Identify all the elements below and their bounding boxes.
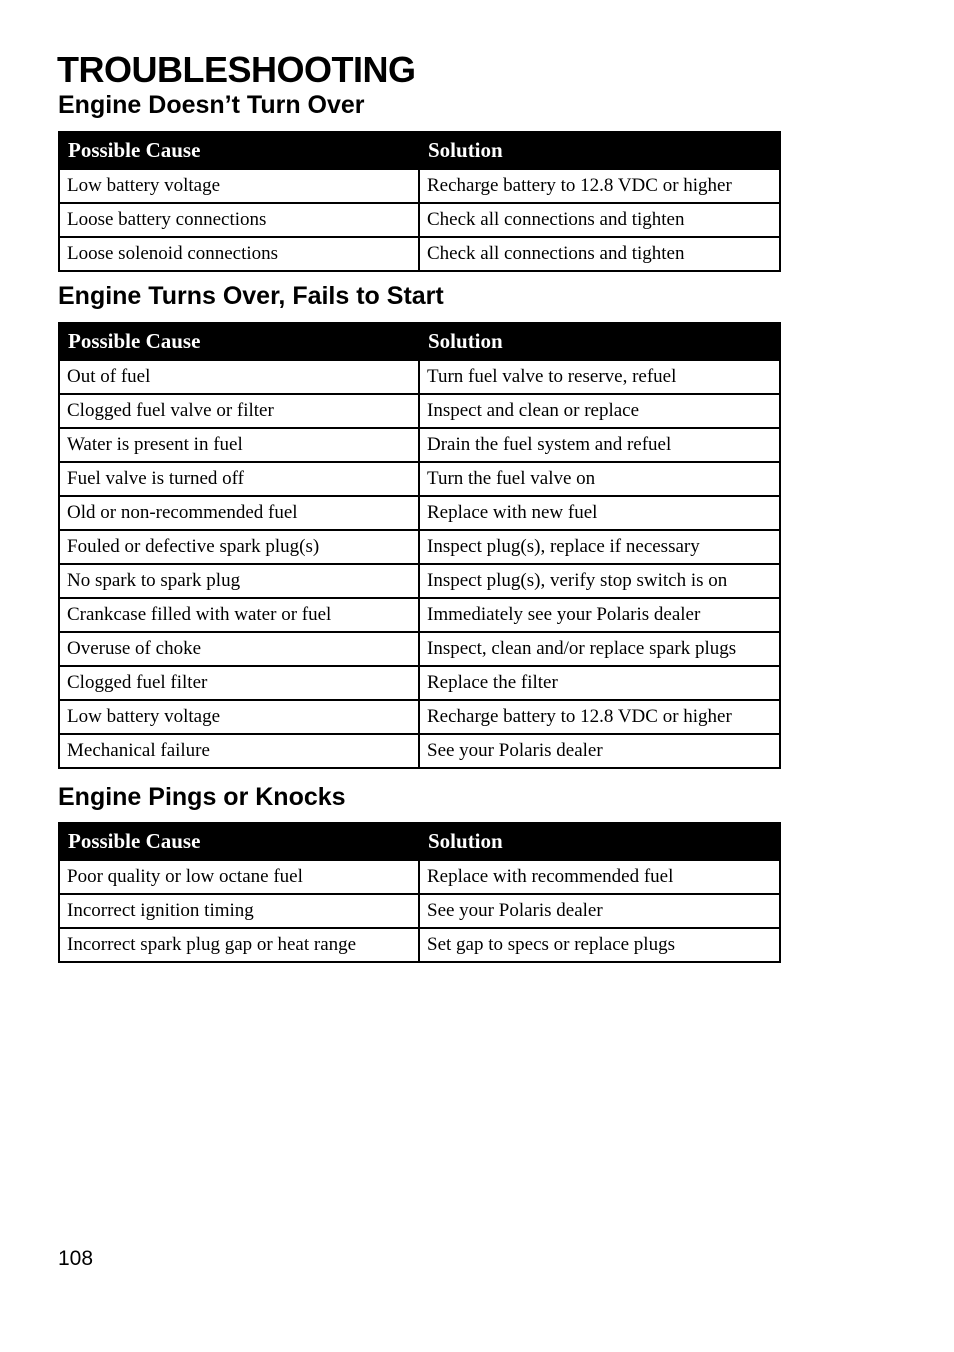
table-row — [59, 530, 780, 564]
table-header-row — [59, 323, 780, 360]
cause-cell: Clogged fuel valve or filter — [59, 394, 419, 428]
section-heading-engine-pings-or-knocks: Engine Pings or Knocks — [58, 783, 346, 811]
cause-cell: Incorrect spark plug gap or heat range — [59, 928, 419, 962]
table-row — [59, 632, 780, 666]
solution-cell: See your Polaris dealer — [419, 734, 780, 768]
table-row — [59, 237, 780, 271]
table-row — [59, 169, 780, 203]
cause-cell: Poor quality or low octane fuel — [59, 860, 419, 894]
table-row — [59, 203, 780, 237]
page-number: 108 — [58, 1247, 94, 1270]
table-row — [59, 564, 780, 598]
cause-cell: Old or non-recommended fuel — [59, 496, 419, 530]
table-row — [59, 360, 780, 394]
table-header-row — [59, 823, 780, 860]
cause-cell: Out of fuel — [59, 360, 419, 394]
table-row — [59, 462, 780, 496]
solution-cell: Immediately see your Polaris dealer — [419, 598, 780, 632]
solution-cell: Check all connections and tighten — [419, 237, 780, 271]
solution-cell: Inspect plug(s), verify stop switch is on — [419, 564, 780, 598]
section-heading-engine-doesnt-turn-over: Engine Doesn’t Turn Over — [58, 91, 365, 119]
solution-cell: Recharge battery to 12.8 VDC or higher — [419, 700, 780, 734]
column-header-solution: Solution — [419, 132, 780, 169]
cause-cell: Loose battery connections — [59, 203, 419, 237]
solution-cell: Inspect and clean or replace — [419, 394, 780, 428]
column-header-possible-cause: Possible Cause — [59, 323, 419, 360]
cause-cell: Water is present in fuel — [59, 428, 419, 462]
solution-cell: Inspect, clean and/or replace spark plugs — [419, 632, 780, 666]
column-header-solution: Solution — [419, 823, 780, 860]
cause-cell: Low battery voltage — [59, 700, 419, 734]
solution-cell: Replace with recommended fuel — [419, 860, 780, 894]
table-row — [59, 928, 780, 962]
table-row — [59, 496, 780, 530]
section-heading-engine-turns-over-fails-to-start: Engine Turns Over, Fails to Start — [58, 282, 444, 310]
solution-cell: Recharge battery to 12.8 VDC or higher — [419, 169, 780, 203]
table-row — [59, 428, 780, 462]
cause-cell: Loose solenoid connections — [59, 237, 419, 271]
cause-cell: Fouled or defective spark plug(s) — [59, 530, 419, 564]
table-row — [59, 598, 780, 632]
cause-cell: Fuel valve is turned off — [59, 462, 419, 496]
solution-cell: Replace with new fuel — [419, 496, 780, 530]
table-engine-turns-over-fails-to-start — [58, 322, 781, 769]
solution-cell: Inspect plug(s), replace if necessary — [419, 530, 780, 564]
cause-cell: Clogged fuel filter — [59, 666, 419, 700]
column-header-possible-cause: Possible Cause — [59, 132, 419, 169]
table-row — [59, 734, 780, 768]
cause-cell: Crankcase filled with water or fuel — [59, 598, 419, 632]
column-header-possible-cause: Possible Cause — [59, 823, 419, 860]
solution-cell: Replace the filter — [419, 666, 780, 700]
solution-cell: See your Polaris dealer — [419, 894, 780, 928]
solution-cell: Drain the fuel system and refuel — [419, 428, 780, 462]
solution-cell: Set gap to specs or replace plugs — [419, 928, 780, 962]
cause-cell: Incorrect ignition timing — [59, 894, 419, 928]
page-title: TROUBLESHOOTING — [57, 49, 416, 90]
cause-cell: Overuse of choke — [59, 632, 419, 666]
solution-cell: Turn the fuel valve on — [419, 462, 780, 496]
column-header-solution: Solution — [419, 323, 780, 360]
table-row — [59, 894, 780, 928]
table-row — [59, 394, 780, 428]
table-header-row — [59, 132, 780, 169]
cause-cell: Mechanical failure — [59, 734, 419, 768]
cause-cell: Low battery voltage — [59, 169, 419, 203]
table-row — [59, 666, 780, 700]
table-engine-pings-or-knocks — [58, 822, 781, 963]
cause-cell: No spark to spark plug — [59, 564, 419, 598]
table-row — [59, 700, 780, 734]
solution-cell: Check all connections and tighten — [419, 203, 780, 237]
solution-cell: Turn fuel valve to reserve, refuel — [419, 360, 780, 394]
table-engine-doesnt-turn-over — [58, 131, 781, 272]
table-row — [59, 860, 780, 894]
